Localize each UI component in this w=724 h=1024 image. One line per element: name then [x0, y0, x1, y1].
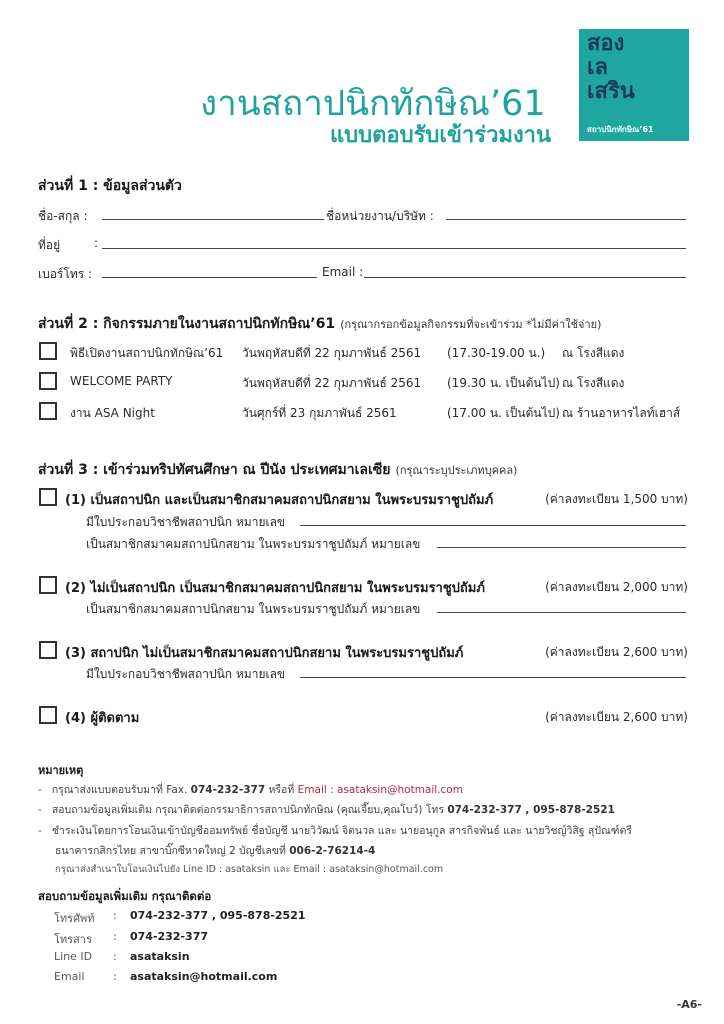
option-fee: (ค่าลงทะเบียน 2,000 บาท): [545, 580, 688, 594]
license-number-field[interactable]: [300, 677, 686, 678]
section3-header: [38, 459, 517, 481]
option-fee: (ค่าลงทะเบียน 2,600 บาท): [545, 710, 688, 724]
option-label: (2) ไม่เป็นสถาปนิก เป็นสมาชิกสมาคมสถาปนิกสยาม ในพระบรมราชูปถัมภ์: [65, 581, 485, 596]
subfield-label: มีใบประกอบวิชาชีพสถาปนิก หมายเลข: [86, 515, 286, 529]
activity-date: วันพฤหัสบดีที่ 22 กุมภาพันธ์ 2561: [242, 346, 422, 360]
contact-email[interactable]: asataksin@hotmail.com: [130, 970, 278, 983]
subfield-label: เป็นสมาชิกสมาคมสถาปนิกสยาม ในพระบรมราชูปถัมภ์ หมายเลข: [86, 537, 421, 551]
section1-heading: ส่วนที่ 1 : ข้อมูลส่วนตัว: [38, 178, 182, 194]
note-text: สอบถามข้อมูลเพิ่มเติม กรุณาติดต่อกรรมาธิการสถาปนิกทักษิณ (คุณเจี๊ยบ,คุณโบว์) โทร: [51, 804, 444, 816]
activity-name: งาน ASA Night: [70, 406, 155, 420]
bank-line: [55, 842, 375, 859]
contact-label: Email: [54, 970, 85, 983]
contact-line-id: asataksin: [130, 950, 190, 963]
contact-label: Line ID: [54, 950, 93, 963]
event-title: งานสถาปนิกทักษิณ’61: [200, 84, 546, 124]
activity-name: พิธีเปิดงานสถาปนิกทักษิณ’61: [70, 346, 224, 360]
contact-sep: :: [113, 970, 117, 983]
account-number: 006-2-76214-4: [289, 845, 376, 857]
slip-instruction: กรุณาส่งสำเนาใบโอนเงินไปยัง Line ID : asataksin และ Email : asataksin@hotmail.com: [55, 864, 444, 875]
section2-heading: ส่วนที่ 2 : กิจกรรมภายในงานสถาปนิกทักษิณ’61: [38, 316, 336, 332]
org-label: ชื่อหน่วยงาน/บริษัท :: [326, 209, 434, 223]
option-label: (3) สถาปนิก ไม่เป็นสมาชิกสมาคมสถาปนิกสยาม ในพระบรมราชูปถัมภ์: [65, 646, 464, 661]
option-fee: (ค่าลงทะเบียน 1,500 บาท): [545, 492, 688, 506]
option-fee: (ค่าลงทะเบียน 2,600 บาท): [545, 645, 688, 659]
address-colon: :: [94, 236, 99, 250]
contact-sep: :: [113, 909, 117, 922]
form-subtitle: แบบตอบรับเข้าร่วมงาน: [330, 123, 552, 148]
activity-checkbox[interactable]: [39, 372, 57, 390]
activity-venue: ณ โรงสีแดง: [562, 346, 625, 360]
license-number-field[interactable]: [300, 525, 686, 526]
option-checkbox[interactable]: [39, 641, 57, 659]
email-field[interactable]: [364, 277, 686, 278]
activity-time: (17.30-19.00 น.): [447, 346, 546, 360]
activity-venue: ณ ร้านอาหารไลท์เฮาส์: [562, 406, 681, 420]
event-logo: [579, 29, 689, 141]
activity-time: (19.30 น. เป็นต้นไป): [447, 376, 560, 390]
subfield-label: เป็นสมาชิกสมาคมสถาปนิกสยาม ในพระบรมราชูปถัมภ์ หมายเลข: [86, 602, 421, 616]
contact-label: โทรศัพท์: [54, 912, 95, 925]
contact-label: โทรสาร: [54, 933, 92, 946]
subfield-label: มีใบประกอบวิชาชีพสถาปนิก หมายเลข: [86, 667, 286, 681]
option-checkbox[interactable]: [39, 706, 57, 724]
phone-label: เบอร์โทร :: [38, 267, 93, 281]
option-checkbox[interactable]: [39, 488, 57, 506]
org-field[interactable]: [446, 219, 686, 220]
note-fax: 074-232-377: [190, 784, 266, 796]
address-field[interactable]: [102, 248, 686, 249]
option-label: (1) เป็นสถาปนิก และเป็นสมาชิกสมาคมสถาปนิกสยาม ในพระบรมราชูปถัมภ์: [65, 493, 494, 508]
activity-checkbox[interactable]: [39, 342, 57, 360]
note-dash: -: [38, 784, 42, 796]
section2-header: [38, 313, 601, 335]
note-text: ชำระเงินโดยการโอนเงินเข้าบัญชีออมทรัพย์ ชื่อบัญชี นายวิวัฒน์ จิตนวล และ นายอนุกูล สารกิจพันธ์ และ นายวิชญ์วิสิฐ สุปัณฑ์ตรี: [51, 825, 632, 837]
note-item: [38, 781, 463, 798]
bank-text: ธนาคารกสิกรไทย สาขาบิ๊กซีหาดใหญ่ 2 บัญชีเลขที่: [55, 845, 286, 857]
address-label: ที่อยู่: [38, 238, 61, 252]
activity-date: วันศุกร์ที่ 23 กุมภาพันธ์ 2561: [242, 406, 397, 420]
member-number-field[interactable]: [437, 547, 686, 548]
logo-text-line: เล: [587, 55, 609, 80]
note-dash: -: [38, 825, 42, 837]
note-email-link[interactable]: Email : asataksin@hotmail.com: [297, 784, 463, 796]
logo-caption: สถาปนิกทักษิณ’61: [587, 125, 654, 134]
logo-text-line: เสริน: [587, 79, 635, 104]
name-label: ชื่อ-สกุล :: [38, 209, 88, 223]
email-label: Email :: [322, 265, 364, 279]
section2-note: (กรุณากรอกข้อมูลกิจกรรมที่จะเข้าร่วม *ไม่มีค่าใช้จ่าย): [340, 318, 602, 331]
member-number-field[interactable]: [437, 612, 686, 613]
name-field[interactable]: [102, 219, 324, 220]
contact-fax: 074-232-377: [130, 930, 209, 943]
note-item: [38, 822, 632, 839]
contact-sep: :: [113, 930, 117, 943]
note-phones: 074-232-377 , 095-878-2521: [447, 804, 615, 816]
contact-heading: สอบถามข้อมูลเพิ่มเติม กรุณาติดต่อ: [38, 889, 212, 903]
activity-time: (17.00 น. เป็นต้นไป): [447, 406, 560, 420]
note-text: หรือที่: [268, 784, 295, 796]
note-item: [38, 801, 615, 818]
section3-note: (กรุณาระบุประเภทบุคคล): [395, 464, 518, 477]
activity-checkbox[interactable]: [39, 402, 57, 420]
notes-heading: หมายเหตุ: [38, 764, 84, 777]
contact-sep: :: [113, 950, 117, 963]
activity-date: วันพฤหัสบดีที่ 22 กุมภาพันธ์ 2561: [242, 376, 422, 390]
section3-heading: ส่วนที่ 3 : เข้าร่วมทริปทัศนศึกษา ณ ปีนัง ประเทศมาเลเซีย: [38, 462, 391, 478]
page-number: -A6-: [676, 998, 702, 1011]
phone-field[interactable]: [102, 277, 317, 278]
option-checkbox[interactable]: [39, 576, 57, 594]
note-text: กรุณาส่งแบบตอบรับมาที่ Fax.: [51, 784, 188, 796]
activity-venue: ณ โรงสีแดง: [562, 376, 625, 390]
contact-phone: 074-232-377 , 095-878-2521: [130, 909, 306, 922]
activity-name: WELCOME PARTY: [70, 374, 173, 388]
logo-text-line: สอง: [587, 31, 625, 56]
option-label: (4) ผู้ติดตาม: [65, 711, 140, 726]
note-dash: -: [38, 804, 42, 816]
